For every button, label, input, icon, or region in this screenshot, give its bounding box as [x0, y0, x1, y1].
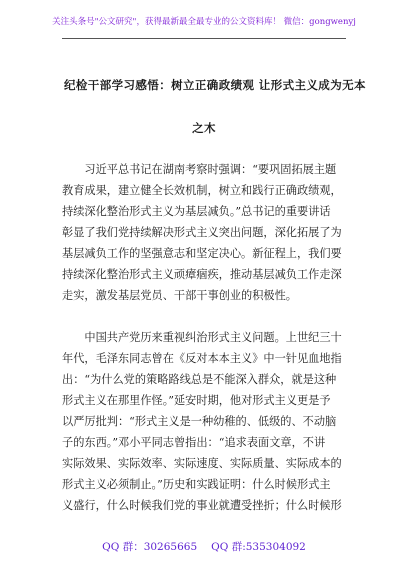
document-title-line-2: 之木	[192, 121, 216, 135]
paragraph-line: 习近平总书记在湖南考察时强调：“要巩固拓展主题	[62, 163, 337, 176]
paragraph-line: 形式主义必须制止。”历史和实践证明：什么时候形式主	[62, 478, 331, 491]
header-banner: 关注头条号"公文研究"，获得最新最全最专业的公文资料库！ 微信：gongwenyj	[52, 17, 356, 27]
paragraph-1	[62, 159, 352, 306]
paragraph-line: 中国共产党历来重视纠治形式主义问题。上世纪三十	[62, 331, 342, 344]
footer-qq-group-left: QQ 群：30265665	[102, 541, 198, 553]
paragraph-line: 教育成果，建立健全长效机制，树立和践行正确政绩观，	[62, 184, 342, 197]
footer	[0, 539, 408, 554]
header-divider	[62, 38, 346, 39]
footer-qq-group-right: QQ 群:535304092	[211, 541, 306, 553]
paragraph-line: 义盛行，什么时候我们党的事业就遭受挫折；什么时候形	[62, 499, 342, 512]
paragraph-line: 走实，激发基层党员、干部干事创业的积极性。	[62, 289, 297, 302]
paragraph-line: 年代，毛泽东同志曾在《反对本本主义》中一针见血地指	[62, 352, 342, 365]
paragraph-line: 以严厉批判：“形式主义是一种幼稚的、低级的、不动脑	[62, 415, 337, 428]
paragraph-2	[62, 327, 352, 516]
document-title-line-1: 纪检干部学习感悟：树立正确政绩观 让形式主义成为无本	[64, 78, 366, 92]
paragraph-line: 彰显了我们党持续解决形式主义突出问题，深化拓展了为	[62, 226, 342, 239]
paragraph-line: 持续深化整治形式主义顽瘴痼疾，推动基层减负工作走深	[62, 268, 342, 281]
paragraph-line: 基层减负工作的坚强意志和坚定决心。新征程上，我们要	[62, 247, 342, 260]
paragraph-line: 实际效果、实际效率、实际速度、实际质量、实际成本的	[62, 457, 342, 470]
paragraph-line: 形式主义在那里作怪。”延安时期，他对形式主义更是予	[62, 394, 331, 407]
paragraph-line: 持续深化整治形式主义为基层减负。”总书记的重要讲话	[62, 205, 331, 218]
paragraph-line: 出：“为什么党的策略路线总是不能深入群众，就是这种	[62, 373, 337, 386]
paragraph-line: 子的东西。”邓小平同志曾指出：“追求表面文章，不讲	[62, 436, 326, 449]
